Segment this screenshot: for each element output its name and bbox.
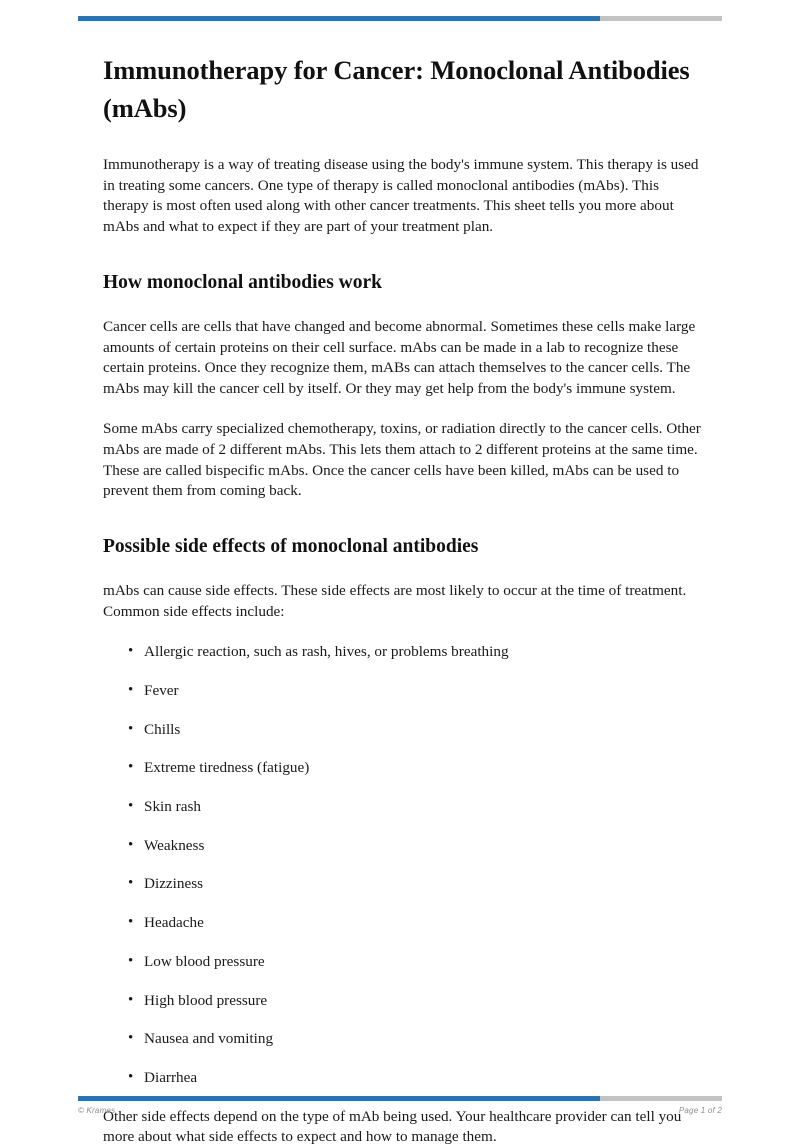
list-item: • High blood pressure — [103, 991, 703, 1012]
list-item: • Weakness — [103, 836, 703, 857]
document-content — [103, 52, 703, 1148]
footer-rule-gray-segment — [600, 1096, 722, 1101]
page-number: Page 1 of 2 — [678, 1105, 722, 1115]
intro-paragraph: Immunotherapy is a way of treating disease using the body's immune system. This therapy is used in treating some cancers. One type of therapy is called monoclonal antibodies (mAbs). This therapy is most often used along with other cancer treatments. This sheet tells you more about mAbs and what to expect if they are part of your treatment plan. — [103, 156, 699, 236]
list-item: • Nausea and vomiting — [103, 1029, 703, 1050]
copyright-notice: © Krames — [78, 1105, 116, 1115]
footer-rule — [78, 1096, 722, 1101]
side-effects-list — [103, 642, 703, 1088]
list-item: • Headache — [103, 913, 703, 934]
list-item: • Allergic reaction, such as rash, hives, or problems breathing — [103, 642, 703, 663]
list-item: • Low blood pressure — [103, 952, 703, 973]
section-1-paragraph-1: Cancer cells are cells that have changed and become abnormal. Sometimes these cells make large amounts of certain proteins on their cell surface. mAbs can be made in a lab to recognize these certain proteins. Once they recognize them, mABs can attach themselves to the cancer cells. The mAbs may kill the cancer cell by itself. Or they may get help from the body's immune system. — [103, 317, 696, 397]
section-2-intro-paragraph: mAbs can cause side effects. These side effects are most likely to occur at the time of treatment. Common side effects include: — [103, 582, 687, 620]
section-heading-side-effects: Possible side effects of monoclonal antibodies — [103, 535, 479, 557]
header-rule-gray-segment — [600, 16, 722, 21]
section-2-closing-paragraph: Other side effects depend on the type of mAb being used. Your healthcare provider can tell you more about what side effects to expect and how to manage them. — [103, 1107, 682, 1146]
list-item: • Fever — [103, 681, 703, 702]
section-1-paragraph-2: Some mAbs carry specialized chemotherapy, toxins, or radiation directly to the cancer cells. Other mAbs are made of 2 different mAbs. This lets them attach to 2 different proteins at the same time. These are called bispecific mAbs. Once the cancer cells have been killed, mAbs can be used to prevent them from coming back. — [103, 420, 701, 500]
list-item: • Dizziness — [103, 874, 703, 895]
list-item: • Diarrhea — [103, 1068, 703, 1089]
page-footer — [78, 1102, 722, 1118]
header-rule-blue-segment — [78, 16, 600, 21]
list-item: • Chills — [103, 720, 703, 741]
section-heading-how-mabs-work: How monoclonal antibodies work — [103, 271, 382, 293]
page-title: Immunotherapy for Cancer: Monoclonal Antibodies (mAbs) — [103, 55, 690, 123]
section-spacer — [103, 258, 703, 270]
section-spacer — [103, 522, 703, 534]
list-item: • Skin rash — [103, 797, 703, 818]
list-item: • Extreme tiredness (fatigue) — [103, 758, 703, 779]
footer-rule-blue-segment — [78, 1096, 600, 1101]
header-rule — [78, 16, 722, 21]
